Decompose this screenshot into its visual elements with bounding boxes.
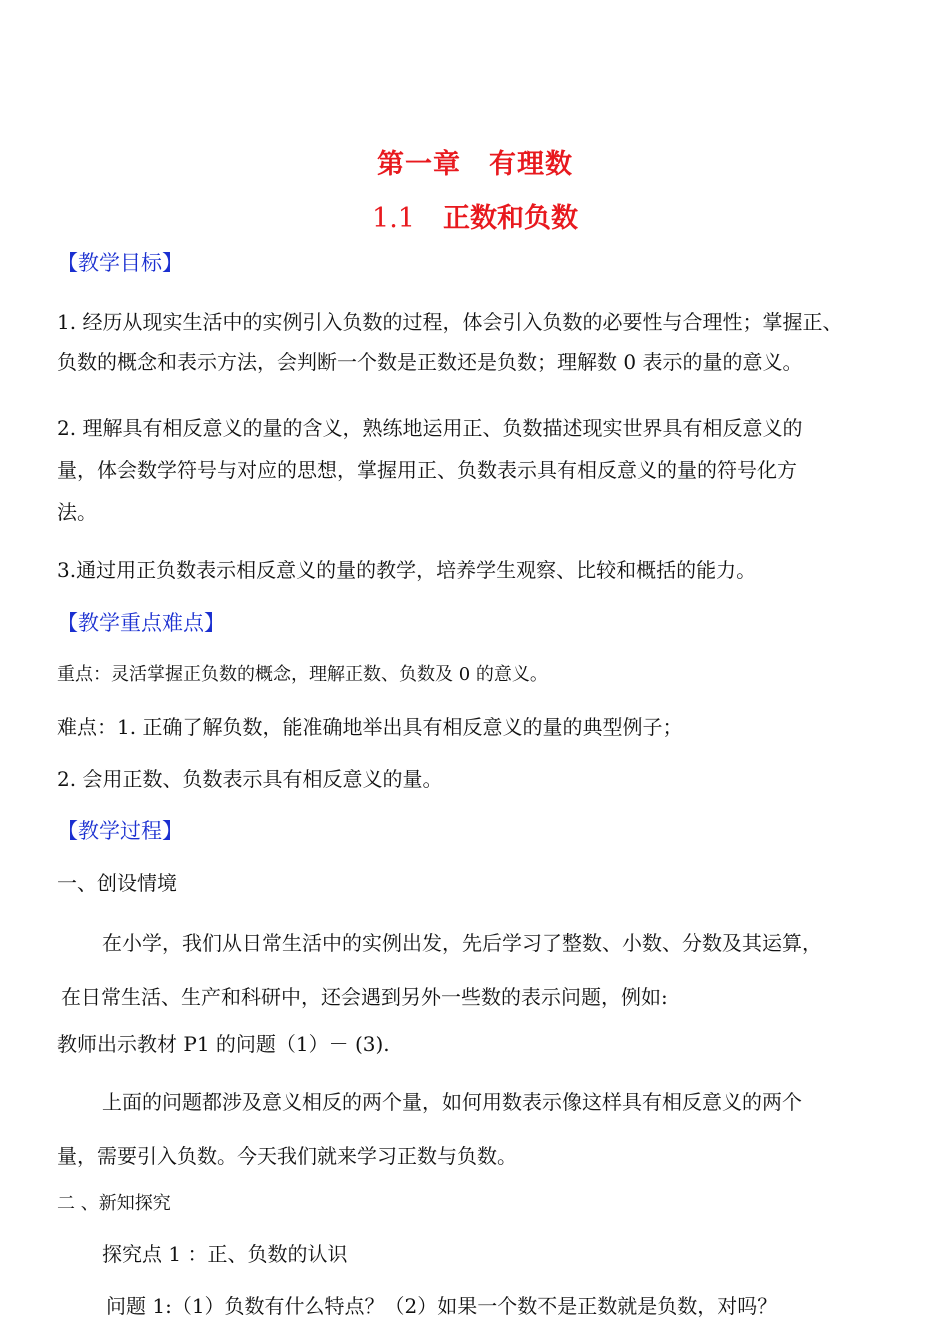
goal-3: 3.通过用正负数表示相反意义的量的教学，培养学生观察、比较和概括的能力。 bbox=[57, 558, 757, 582]
key-point: 重点：灵活掌握正负数的概念，理解正数、负数及 0 的意义。 bbox=[57, 664, 548, 685]
teacher-instruction: 教师出示教材 P1 的问题（1）－ (3). bbox=[57, 1032, 390, 1056]
goal-1-line-1: 1. 经历从现实生活中的实例引入负数的过程，体会引入负数的必要性与合理性；掌握正、 bbox=[57, 310, 843, 334]
difficulty-2: 2. 会用正数、负数表示具有相反意义的量。 bbox=[57, 767, 443, 791]
section-heading bbox=[0, 196, 950, 235]
part-1-title: 一、创设情境 bbox=[57, 871, 177, 895]
goal-2-line-1: 2. 理解具有相反意义的量的含义，熟练地运用正、负数描述现实世界具有相反意义的 bbox=[57, 416, 803, 440]
goals-header: 【教学目标】 bbox=[57, 251, 183, 275]
difficulty-1: 难点：1. 正确了解负数，能准确地举出具有相反意义的量的典型例子； bbox=[57, 715, 683, 739]
explore-point-title: 探究点 1 ：正、负数的认识 bbox=[102, 1242, 348, 1266]
paragraph-2-line-1: 上面的问题都涉及意义相反的两个量，如何用数表示像这样具有相反意义的两个 bbox=[102, 1090, 802, 1114]
part-2-title: 二 、新知探究 bbox=[57, 1193, 171, 1214]
goal-2-line-2: 量，体会数学符号与对应的思想，掌握用正、负数表示具有相反意义的量的符号化方 bbox=[57, 458, 797, 482]
question-1: 问题 1:（1）负数有什么特点？（2）如果一个数不是正数就是负数，对吗？ bbox=[106, 1294, 778, 1318]
section-number: 1.1 bbox=[372, 203, 415, 234]
key-points-header: 【教学重点难点】 bbox=[57, 611, 225, 635]
goal-2-line-3: 法。 bbox=[57, 500, 97, 524]
paragraph-2-line-2: 量，需要引入负数。今天我们就来学习正数与负数。 bbox=[57, 1144, 517, 1168]
process-header: 【教学过程】 bbox=[57, 819, 183, 843]
goal-1-line-2: 负数的概念和表示方法，会判断一个数是正数还是负数；理解数 0 表示的量的意义。 bbox=[57, 350, 803, 374]
paragraph-1-line-2: 在日常生活、生产和科研中，还会遇到另外一些数的表示问题，例如: bbox=[61, 985, 668, 1009]
paragraph-1-line-1: 在小学，我们从日常生活中的实例出发，先后学习了整数、小数、分数及其运算， bbox=[102, 931, 822, 955]
chapter-title: 第一章 有理数 bbox=[377, 149, 573, 180]
section-title: 正数和负数 bbox=[442, 203, 578, 234]
